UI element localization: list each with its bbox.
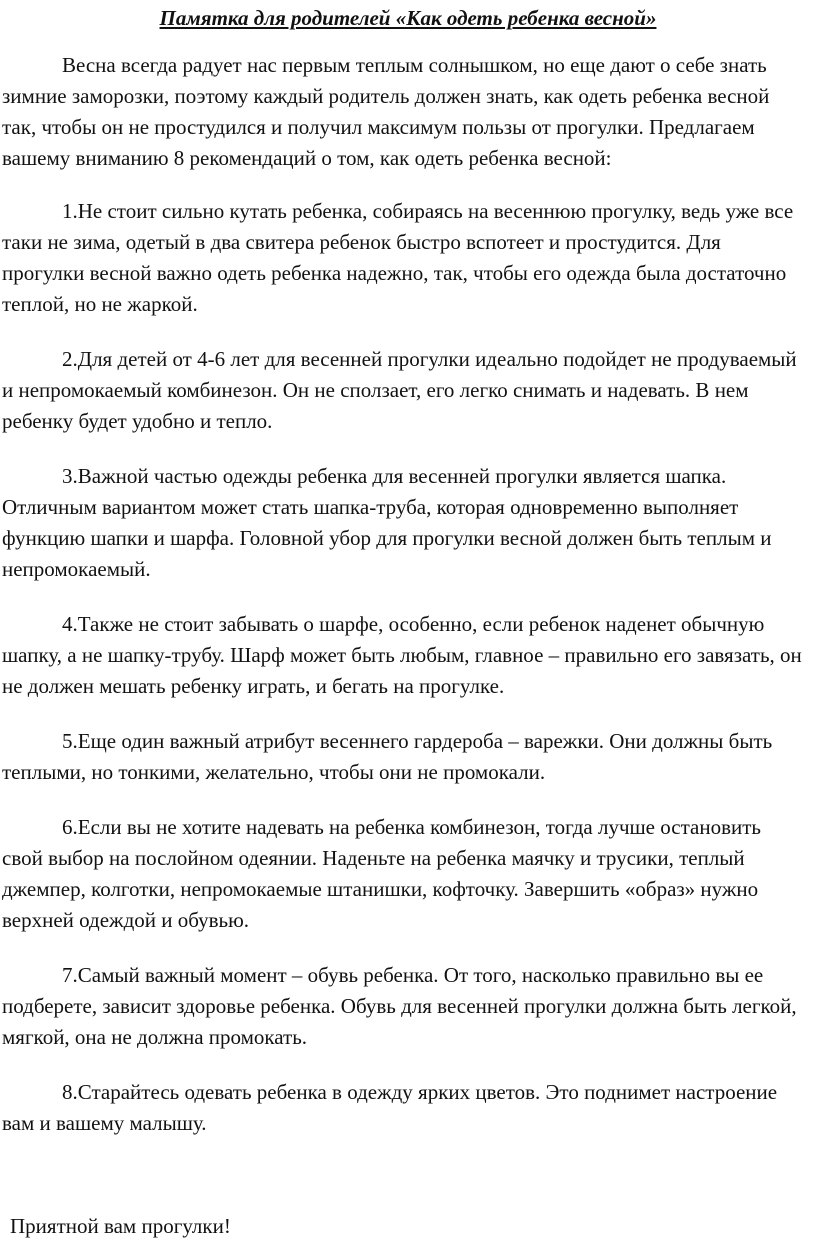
- closing-line: Приятной вам прогулки!: [10, 1214, 231, 1238]
- document-body: [2, 50, 802, 1163]
- recommendation-6: 6.Если вы не хотите надевать на ребенка комбинезон, тогда лучше остановить свой выбор на послойном одеянии. Наденьте на ребенка маячку и трусики, теплый джемпер, колготки, непромокаемые штанишки, кофточку. Завершить «образ» нужно верхней одеждой и обувью.: [2, 815, 761, 932]
- recommendation-2: 2.Для детей от 4-6 лет для весенней прогулки идеально подойдет не продуваемый и непромокаемый комбинезон. Он не сползает, его легко снимать и надевать. В нем ребенку будет удобно и тепло.: [2, 347, 797, 433]
- recommendation-5: 5.Еще один важный атрибут весеннего гардероба – варежки. Они должны быть теплыми, но тонкими, желательно, чтобы они не промокали.: [2, 729, 773, 784]
- recommendation-8: 8.Старайтесь одевать ребенка в одежду ярких цветов. Это поднимет настроение вам и вашему малышу.: [2, 1080, 778, 1135]
- document-title: Памятка для родителей «Как одеть ребенка весной»: [159, 6, 657, 30]
- recommendation-1: 1.Не стоит сильно кутать ребенка, собираясь на весеннюю прогулку, ведь уже все таки не зима, одетый в два свитера ребенок быстро вспотеет и простудится. Для прогулки весной важно одеть ребенка надежно, так, чтобы его одежда была достаточно теплой, но не жаркой.: [2, 199, 794, 316]
- recommendation-4: 4.Также не стоит забывать о шарфе, особенно, если ребенок наденет обычную шапку, а не шапку-трубу. Шарф может быть любым, главное – правильно его завязать, он не должен мешать ребенку играть, и бегать на прогулке.: [2, 612, 802, 698]
- recommendation-7: 7.Самый важный момент – обувь ребенка. От того, насколько правильно вы ее подберете, зависит здоровье ребенка. Обувь для весенней прогулки должна быть легкой, мягкой, она не должна промокать.: [2, 963, 797, 1049]
- recommendation-3: 3.Важной частью одежды ребенка для весенней прогулки является шапка. Отличным вариантом может стать шапка-труба, которая одновременно выполняет функцию шапки и шарфа. Головной убор для прогулки весной должен быть теплым и непромокаемый.: [2, 464, 772, 581]
- intro-paragraph: Весна всегда радует нас первым теплым солнышком, но еще дают о себе знать зимние заморозки, поэтому каждый родитель должен знать, как одеть ребенка весной так, чтобы он не простудился и получил максимум пользы от прогулки. Предлагаем вашему вниманию 8 рекомендаций о том, как одеть ребенка весной:: [2, 53, 770, 170]
